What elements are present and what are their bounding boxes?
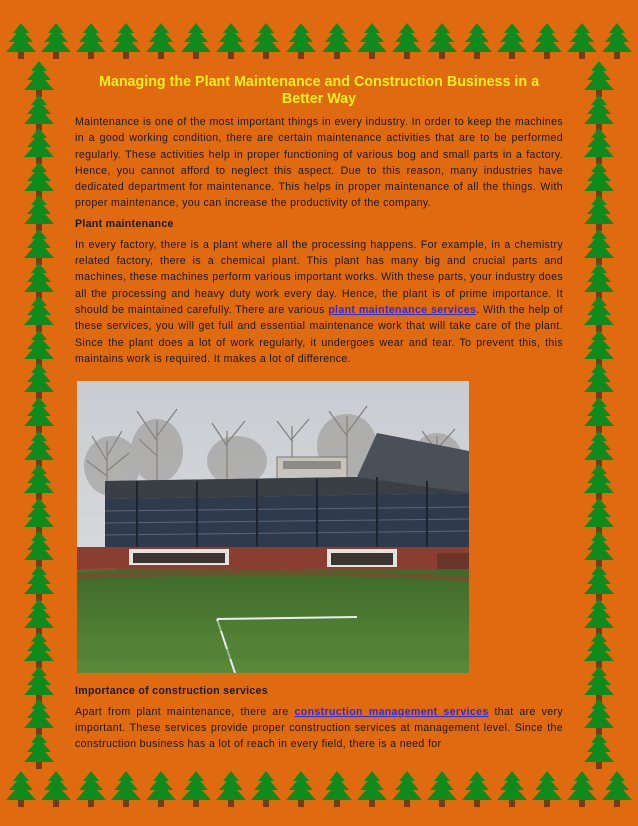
- christmas-tree-icon: [4, 22, 38, 60]
- christmas-tree-icon: [22, 396, 56, 434]
- christmas-tree-icon: [22, 362, 56, 400]
- christmas-tree-icon: [582, 698, 616, 736]
- christmas-tree-icon: [39, 770, 73, 808]
- document-title: Managing the Plant Maintenance and Construction Business in a Better Way: [98, 74, 540, 107]
- christmas-tree-icon: [22, 463, 56, 501]
- christmas-tree-icon: [22, 60, 56, 98]
- christmas-tree-icon: [530, 770, 564, 808]
- christmas-tree-icon: [582, 127, 616, 165]
- christmas-tree-icon: [22, 698, 56, 736]
- christmas-tree-icon: [22, 564, 56, 602]
- christmas-tree-icon: [74, 770, 108, 808]
- paragraph-text: that are very important. These services provide proper construction services at management level. Since the construction business has a lot of reach in every field, there is a need for: [75, 705, 563, 751]
- christmas-tree-icon: [582, 732, 616, 770]
- christmas-tree-icon: [22, 228, 56, 266]
- christmas-tree-icon: [22, 530, 56, 568]
- christmas-tree-icon: [109, 770, 143, 808]
- christmas-tree-icon: [144, 770, 178, 808]
- christmas-tree-icon: [565, 22, 599, 60]
- christmas-tree-icon: [22, 295, 56, 333]
- christmas-tree-icon: [582, 463, 616, 501]
- christmas-tree-icon: [22, 732, 56, 770]
- section-heading-plant-maintenance: Plant maintenance: [75, 218, 174, 231]
- christmas-tree-icon: [600, 770, 634, 808]
- christmas-tree-icon: [22, 631, 56, 669]
- christmas-tree-icon: [214, 22, 248, 60]
- christmas-tree-icon: [22, 127, 56, 165]
- christmas-tree-icon: [495, 770, 529, 808]
- christmas-tree-icon: [582, 194, 616, 232]
- christmas-tree-icon: [582, 631, 616, 669]
- christmas-tree-icon: [179, 22, 213, 60]
- intro-paragraph: Maintenance is one of the most important things in every industry. In order to keep the machines in a good working condition, there are certain maintenance activities that are to be performed regularly. These activities help in proper functioning of various bog and small parts in a factory. Hence, you cannot afford to neglect this aspect. Due to this reason, many industries have dedicated department for maintenance. This helps in proper maintenance of all the things. With proper maintenance, you can increase the productivity of the company.: [75, 116, 563, 210]
- christmas-tree-icon: [565, 770, 599, 808]
- christmas-tree-icon: [4, 770, 38, 808]
- christmas-tree-icon: [390, 770, 424, 808]
- christmas-tree-icon: [600, 22, 634, 60]
- christmas-tree-icon: [22, 194, 56, 232]
- paragraph-text: . With the help of these services, you will get full and essential maintenance work that will take care of the plant. Since the plant does a lot of work regularly, it undergoes wear and tear. To prevent this, this maintains work is required. It makes a lot of difference.: [75, 303, 563, 365]
- christmas-tree-icon: [249, 22, 283, 60]
- christmas-tree-icon: [179, 770, 213, 808]
- christmas-tree-icon: [109, 22, 143, 60]
- christmas-tree-icon: [214, 770, 248, 808]
- christmas-tree-icon: [39, 22, 73, 60]
- christmas-tree-icon: [249, 770, 283, 808]
- christmas-tree-icon: [390, 22, 424, 60]
- plant-maintenance-services-link[interactable]: plant maintenance services: [328, 303, 477, 316]
- paragraph-text: Apart from plant maintenance, there are: [75, 705, 295, 718]
- christmas-tree-icon: [355, 770, 389, 808]
- christmas-tree-icon: [582, 295, 616, 333]
- christmas-tree-icon: [582, 530, 616, 568]
- paragraph-text: In every factory, there is a plant where all the processing happens. For example, in a chemistry related factory, there is a chemical plant. This plant has many big and crucial parts and machines, these machines perform various important works. With these parts, your industry does all the processing and heavy duty work every day. Hence, the plant is of prime importance. It should be maintained carefully. There are various: [75, 238, 563, 316]
- christmas-tree-icon: [284, 22, 318, 60]
- plant-maintenance-paragraph: [75, 237, 563, 367]
- christmas-tree-icon: [425, 22, 459, 60]
- stadium-photo: [77, 381, 469, 673]
- christmas-tree-icon: [74, 22, 108, 60]
- christmas-tree-icon: [582, 396, 616, 434]
- christmas-tree-icon: [530, 22, 564, 60]
- christmas-tree-icon: [320, 22, 354, 60]
- christmas-tree-icon: [284, 770, 318, 808]
- section-heading-construction-services: Importance of construction services: [75, 685, 268, 698]
- christmas-tree-icon: [425, 770, 459, 808]
- christmas-tree-icon: [582, 564, 616, 602]
- christmas-tree-icon: [144, 22, 178, 60]
- construction-management-services-link[interactable]: construction management services: [294, 705, 489, 718]
- document-body: [75, 74, 563, 759]
- christmas-tree-icon: [582, 362, 616, 400]
- christmas-tree-icon: [582, 228, 616, 266]
- christmas-tree-icon: [460, 22, 494, 60]
- christmas-tree-icon: [460, 770, 494, 808]
- christmas-tree-icon: [582, 60, 616, 98]
- christmas-tree-icon: [320, 770, 354, 808]
- construction-services-paragraph: [75, 704, 563, 753]
- christmas-tree-icon: [355, 22, 389, 60]
- christmas-tree-icon: [495, 22, 529, 60]
